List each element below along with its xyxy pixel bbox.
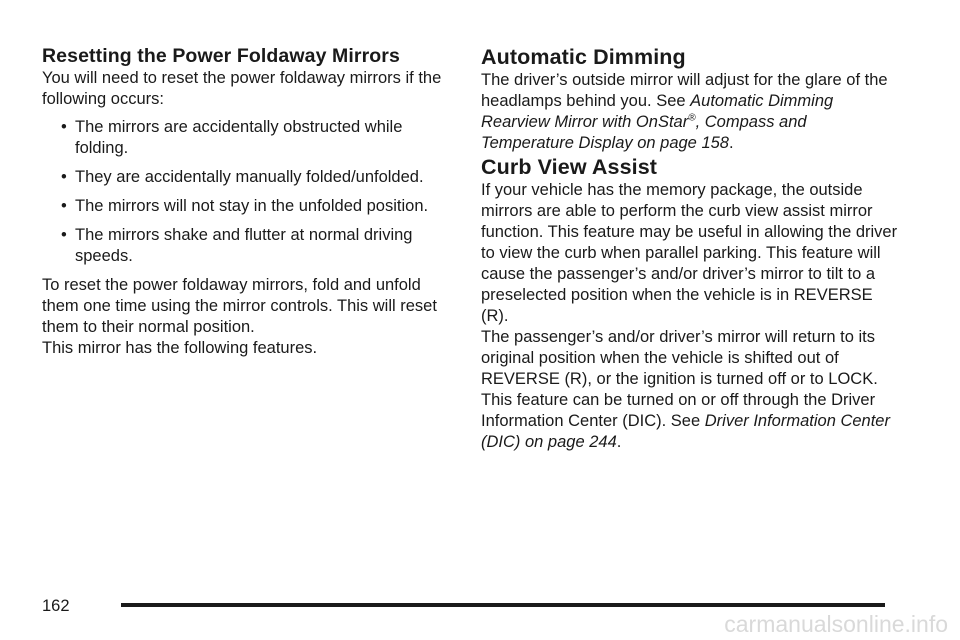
list-item bbox=[42, 196, 452, 217]
list-item-text: They are accidentally manually folded/unfolded. bbox=[75, 168, 424, 186]
list-item bbox=[42, 167, 452, 188]
bullet-dot: • bbox=[61, 226, 67, 244]
curb-view-text: This feature can be turned on or off through the Driver Information Center (DIC). See bbox=[481, 391, 876, 430]
section-heading-curb-view-assist: Curb View Assist bbox=[481, 155, 658, 179]
list-item-text: The mirrors shake and flutter at normal driving speeds. bbox=[75, 226, 413, 265]
list-item bbox=[42, 225, 452, 267]
watermark: carmanualsonline.info bbox=[724, 611, 948, 637]
curb-view-paragraph-1: If your vehicle has the memory package, the outside mirrors are able to perform the curb view assist mirror function. This feature may be useful in allowing the driver to view the curb when parallel parking. This feature will cause the passenger’s and/or driver’s mirror to tilt to a preselected position when the vehicle is in REVERSE (R). bbox=[481, 181, 898, 325]
footer-rule bbox=[121, 603, 885, 607]
features-intro-paragraph: This mirror has the following features. bbox=[42, 339, 318, 357]
section-heading-automatic-dimming: Automatic Dimming bbox=[481, 45, 686, 69]
curb-view-paragraph-3 bbox=[481, 390, 901, 453]
left-column bbox=[42, 44, 452, 359]
cross-reference-text: Automatic Dimming Rearview Mirror with OnStar bbox=[481, 92, 834, 131]
list-item-text: The mirrors will not stay in the unfolded position. bbox=[75, 197, 429, 215]
bullet-dot: • bbox=[61, 118, 67, 136]
cross-reference-dic[interactable]: Driver Information Center (DIC) on page 244 bbox=[481, 412, 890, 451]
cross-reference-text: , Compass and Temperature Display on page 158 bbox=[481, 113, 807, 152]
automatic-dimming-paragraph bbox=[481, 70, 901, 154]
right-column bbox=[481, 44, 901, 453]
bullet-dot: • bbox=[61, 197, 67, 215]
bullet-dot: • bbox=[61, 168, 67, 186]
reset-conditions-list bbox=[42, 117, 452, 267]
reset-procedure-paragraph: To reset the power foldaway mirrors, fold and unfold them one time using the mirror controls. This will reset them to their normal position. bbox=[42, 276, 437, 336]
reset-intro-paragraph: You will need to reset the power foldaway mirrors if the following occurs: bbox=[42, 69, 442, 108]
list-item bbox=[42, 117, 452, 159]
curb-view-paragraph-2: The passenger’s and/or driver’s mirror will return to its original position when the vehicle is shifted out of REVERSE (R), or the ignition is turned off or to LOCK. bbox=[481, 328, 878, 388]
page-number: 162 bbox=[42, 597, 70, 615]
registered-mark: ® bbox=[688, 112, 696, 124]
section-heading-reset-mirrors: Resetting the Power Foldaway Mirrors bbox=[42, 45, 400, 67]
list-item-text: The mirrors are accidentally obstructed while folding. bbox=[75, 118, 403, 157]
automatic-dimming-text: The driver’s outside mirror will adjust for the glare of the headlamps behind you. See bbox=[481, 71, 888, 110]
sentence-end: . bbox=[616, 433, 622, 451]
sentence-end: . bbox=[728, 134, 734, 152]
